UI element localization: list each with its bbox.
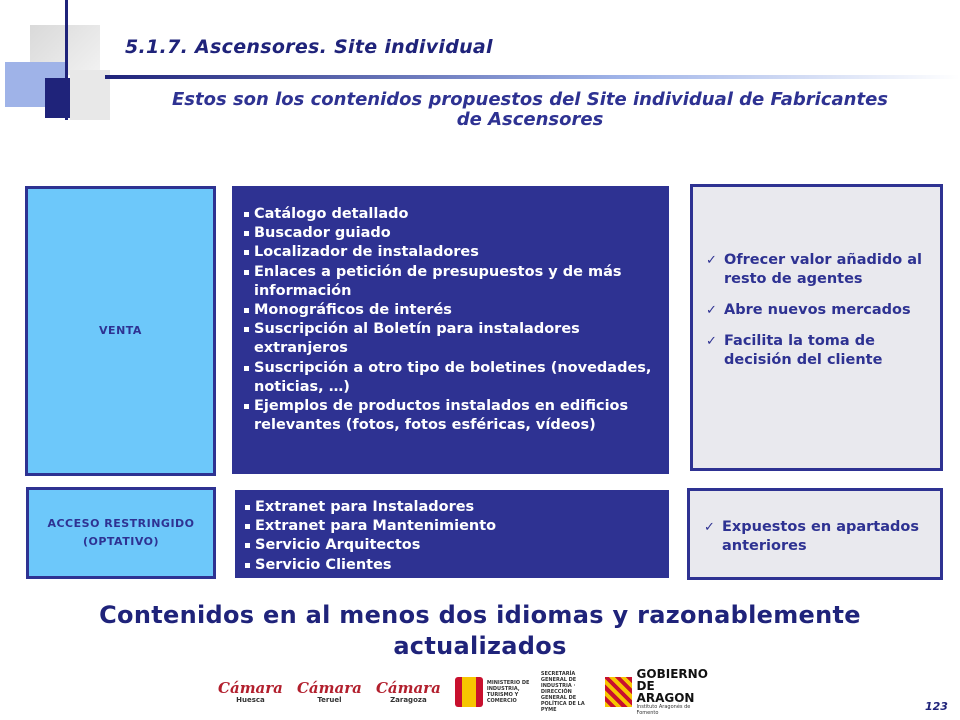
acceso-label-optional: (OPTATIVO) xyxy=(82,535,160,548)
list-item: Suscripción a otro tipo de boletines (novedades, noticias, …) xyxy=(242,359,659,397)
venta-label: VENTA xyxy=(99,324,142,337)
camara-zaragoza-logo xyxy=(376,680,441,705)
list-item: Ejemplos de productos instalados en edificios relevantes (fotos, fotos esféricas, vídeos) xyxy=(242,397,659,435)
aragon-flag-icon xyxy=(605,677,632,707)
ministerio-text: MINISTERIO DE INDUSTRIA, TURISMO Y COMERCIO xyxy=(486,680,530,704)
camara-wordmark: Cámara xyxy=(218,678,283,697)
benefit-item: ✓ Ofrecer valor añadido al resto de agentes xyxy=(704,251,930,289)
gobierno-aragon-logo xyxy=(605,668,713,716)
sponsor-logos xyxy=(218,667,713,716)
list-item: Servicio Clientes xyxy=(243,556,661,575)
gobierno-sub: Instituto Aragonés de Fomento xyxy=(636,704,691,716)
gobierno-line2: DE ARAGON xyxy=(636,679,695,705)
camara-wordmark: Cámara xyxy=(296,678,362,697)
camara-teruel-logo xyxy=(297,680,362,705)
list-item: Buscador guiado xyxy=(242,224,659,243)
acceso-benefits-box xyxy=(687,488,943,580)
section-title: 5.1.7. Ascensores. Site individual xyxy=(125,36,493,58)
corner-decoration xyxy=(70,70,110,120)
gobierno-text-block xyxy=(637,668,713,716)
spain-shield-icon xyxy=(455,677,483,707)
list-item: Catálogo detallado xyxy=(242,205,659,224)
list-item: Servicio Arquitectos xyxy=(243,536,661,555)
venta-benefits-box xyxy=(690,184,943,471)
camara-city: Teruel xyxy=(317,695,342,704)
acceso-contents-list xyxy=(243,498,661,575)
camara-wordmark: Cámara xyxy=(375,678,441,697)
benefit-item: ✓ Expuestos en apartados anteriores xyxy=(702,518,930,556)
benefit-item: ✓ Facilita la toma de decisión del cliente xyxy=(704,332,930,370)
list-item: Monográficos de interés xyxy=(242,301,659,320)
list-item: Extranet para Mantenimiento xyxy=(243,517,661,536)
list-item: Suscripción al Boletín para instaladores extranjeros xyxy=(242,320,659,358)
benefit-item: ✓ Abre nuevos mercados xyxy=(704,301,930,320)
venta-label-box xyxy=(25,186,216,476)
acceso-contents-box xyxy=(235,490,669,578)
camara-huesca-logo xyxy=(218,680,283,705)
secretaria-text: SECRETARÍA GENERAL DE INDUSTRIA · DIRECCIÓN GENERAL DE POLÍTICA DE LA PYME xyxy=(540,671,585,713)
page-number: 123 xyxy=(925,700,948,713)
subtitle: Estos son los contenidos propuestos del Site individual de Fabricantes de Ascensores xyxy=(171,89,888,130)
gobierno-line1: GOBIERNO xyxy=(636,667,708,681)
list-item: Enlaces a petición de presupuestos y de más información xyxy=(242,263,659,301)
venta-contents-list xyxy=(242,205,659,435)
list-item: Localizador de instaladores xyxy=(242,243,659,262)
languages-note: Contenidos en al menos dos idiomas y razonablemente actualizados xyxy=(99,601,861,660)
acceso-label-box xyxy=(26,487,216,579)
camara-city: Zaragoza xyxy=(390,695,427,704)
acceso-label: ACCESO RESTRINGIDO xyxy=(47,517,195,530)
venta-contents-box xyxy=(232,186,669,474)
list-item: Extranet para Instaladores xyxy=(243,498,661,517)
camara-city: Huesca xyxy=(236,695,265,704)
venta-benefits-list xyxy=(704,251,930,370)
ministerio-logo xyxy=(455,671,591,713)
title-underline xyxy=(105,75,960,79)
acceso-benefits-list xyxy=(702,518,930,556)
